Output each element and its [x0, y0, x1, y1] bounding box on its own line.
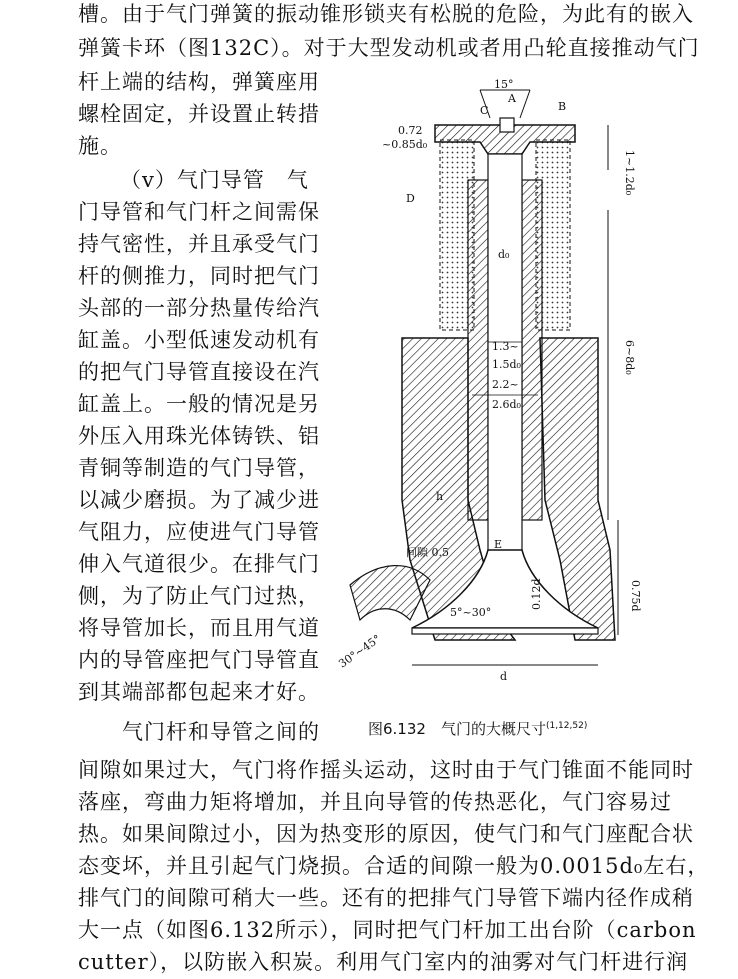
text-line: 将导管加长，而且用气道 — [78, 616, 320, 640]
text-line: 槽。由于气门弹簧的振动锥形锁夹有松脱的危险，为此有的嵌入 — [78, 2, 694, 26]
text-line: 的把气门导管直接设在汽 — [78, 360, 320, 384]
label-gap: 间隙 0.5 — [406, 546, 449, 559]
text-line: 施。 — [78, 134, 122, 158]
label-22: 2.2~ — [492, 378, 519, 391]
text-line: 气门杆和导管之间的 — [78, 720, 320, 744]
text-line: 弹簧卡环（图132C）。对于大型发动机或者用凸轮直接推动气门 — [78, 36, 700, 60]
text-line: 以减少磨损。为了减少进 — [78, 488, 320, 512]
text-line: 排气门的间隙可稍大一些。还有的把排气门导管下端内径作成稍 — [78, 886, 694, 910]
label-d: d — [500, 670, 508, 683]
text-line: 螺栓固定，并设置止转措 — [78, 102, 320, 126]
label-height-top: 1~1.2d₀ — [623, 150, 636, 196]
caption-text: 图6.132 气门的大概尺寸 — [368, 720, 546, 738]
text-line: 杆上端的结构，弹簧座用 — [78, 70, 320, 94]
label-e: E — [494, 538, 503, 551]
label-ang-seat: 5°~30° — [450, 606, 492, 619]
caption-ref: (1,12,52) — [545, 721, 588, 731]
label-085: ~0.85d₀ — [382, 138, 428, 151]
text-line: 杆的侧推力，同时把气门 — [78, 264, 320, 288]
text-line: 缸盖上。一般的情况是另 — [78, 392, 320, 416]
text-line: 头部的一部分热量传给汽 — [78, 296, 320, 320]
label-13: 1.3~ — [492, 340, 519, 353]
text-line: 落座，弯曲力矩将增加，并且向导管的传热恶化，气门容易过 — [78, 790, 672, 814]
label-c: C — [480, 104, 489, 117]
label-len-guide: 6~8d₀ — [623, 340, 636, 375]
text-line: cutter），以防嵌入积炭。利用气门室内的油雾对气门杆进行润 — [78, 950, 689, 974]
text-line: 内的导管座把气门导管直 — [78, 648, 320, 672]
text-line: 门导管和气门杆之间需保 — [78, 200, 320, 224]
label-ang-seat2: 30°~45° — [336, 632, 384, 671]
text-line: 外压入用珠光体铸铁、铝 — [78, 424, 320, 448]
label-072: 0.72 — [398, 124, 423, 137]
valve-guide-right — [522, 180, 542, 520]
text-line: 热。如果间隙过小，因为热变形的原因，使气门和气门座配合状 — [78, 822, 694, 846]
text-line: 到其端部都包起来才好。 — [78, 680, 320, 704]
text-line: 持气密性，并且承受气门 — [78, 232, 320, 256]
figure-caption — [368, 718, 587, 739]
text-line: （v）气门导管 气 — [120, 168, 309, 192]
text-line: 青铜等制造的气门导管， — [78, 456, 320, 480]
label-012: 0.12d — [530, 578, 543, 610]
text-line: 大一点（如图6.132所示），同时把气门杆加工出台阶（carbon — [78, 918, 697, 942]
text-line: 缸盖。小型低速发动机有 — [78, 328, 320, 352]
text-line: 态变坏，并且引起气门烧损。合适的间隙一般为0.0015d₀左右， — [78, 854, 710, 878]
label-a: A — [508, 92, 516, 105]
valve-stem — [488, 154, 522, 554]
label-angle-top: 15° — [494, 78, 514, 91]
label-h: h — [436, 490, 444, 503]
text-line: 气阻力，应使进气门导管 — [78, 520, 320, 544]
valve-stem-top — [500, 118, 514, 132]
label-d0: d₀ — [498, 248, 510, 261]
valve-guide-left — [468, 180, 488, 520]
label-26: 2.6d₀ — [492, 398, 521, 411]
label-d-upper: D — [406, 192, 415, 205]
text-line: 伸入气道很少。在排气门 — [78, 552, 320, 576]
label-b: B — [558, 100, 567, 113]
valve-diagram — [336, 78, 642, 700]
text-line: 间隙如果过大，气门将作摇头运动，这时由于气门锥面不能同时 — [78, 758, 694, 782]
label-15: 1.5d₀ — [492, 358, 521, 371]
text-line: 侧，为了防止气门过热， — [78, 584, 320, 608]
label-075: 0.75d — [629, 580, 642, 612]
